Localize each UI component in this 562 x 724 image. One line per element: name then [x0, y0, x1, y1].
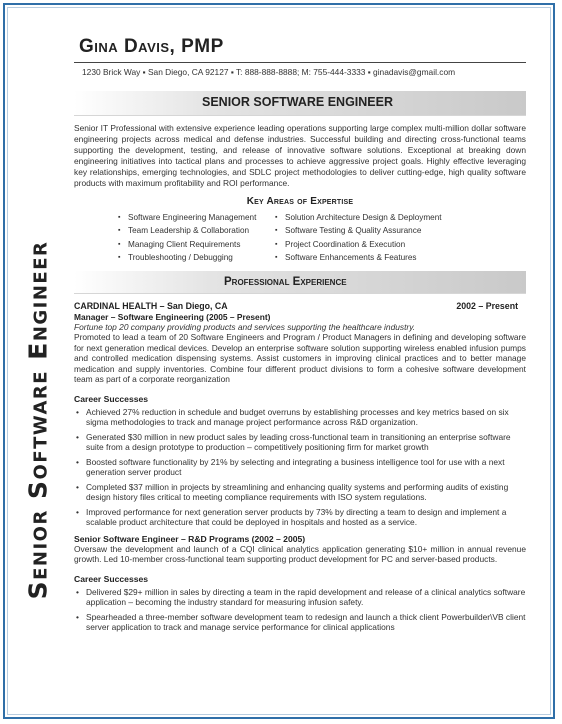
expertise-heading: Key Areas of Expertise	[246, 196, 354, 207]
expertise-item: ▪ Solution Architecture Design & Deployment	[275, 211, 442, 224]
expertise-column-right	[275, 211, 442, 265]
role-description: Promoted to lead a team of 20 Software Engineers and Program / Product Managers in defining and developing software for next generation medical devices. Develop an enterprise software solution supporting wireless enabled infusion pumps and controlled medication dispensing systems. Assist customers in improving clinical practices and to better manage medication and supply inventories. Combine four different product divisions to form a cohesive software development team as part of a corporate reorganization	[74, 332, 526, 385]
expertise-list	[118, 211, 526, 265]
expertise-item: ▪ Team Leadership & Collaboration	[118, 224, 275, 237]
company-tagline: Fortune top 20 company providing products and services supporting the healthcare industry.	[74, 321, 416, 332]
headline-title: SENIOR SOFTWARE ENGINEER	[202, 95, 393, 109]
candidate-name: Gina Davis, PMP	[79, 36, 224, 57]
role-title-2: Senior Software Engineer – R&D Programs (2002 – 2005)	[74, 533, 306, 544]
role-title: Manager – Software Engineering (2005 – Present)	[74, 311, 271, 322]
expertise-item: ▪ Software Enhancements & Features	[275, 251, 442, 264]
company-name: CARDINAL HEALTH – San Diego, CA	[74, 300, 228, 311]
success-item: • Achieved 27% reduction in schedule and budget overruns by establishing processes and key metrics based on six sigma methodologies to track and manage project performance across R&D organization.	[74, 407, 526, 428]
expertise-column-left	[118, 211, 275, 265]
company-dates: 2002 – Present	[456, 300, 518, 311]
expertise-item: ▪ Managing Client Requirements	[118, 238, 275, 251]
experience-heading: Professional Experience	[224, 275, 347, 288]
resume-content	[74, 36, 526, 637]
successes-heading: Career Successes	[74, 393, 149, 404]
experience-banner	[74, 271, 526, 294]
summary-paragraph: Senior IT Professional with extensive experience leading operations supporting large complex multi-million dollar software engineering projects across medical and defense industries. Successful building and directing cross-functional teams supporting the development, testing, and release of innovative software solutions. Exceptional at breaking down engineering initiatives into tactical plans and processes to achieve aggressive project goals. Highly effective leveraging key relationships, emerging technologies, and SDLC project methodologies to deliver cutting-edge, high quality software products with maximum profitability and ROI performance.	[74, 123, 526, 188]
sidebar	[16, 150, 60, 690]
headline-banner	[74, 91, 526, 116]
success-item: • Generated $30 million in new product sales by leading cross-functional team in transitioning an enterprise software suite from a design prototype to production – competitively positioning firm for market growth	[74, 432, 526, 453]
success-item: • Spearheaded a three-member software development team to redesign and launch a thick client Powerbuilder\VB client server application to track and manage service performance for clinical applications	[74, 612, 526, 633]
success-item: • Boosted software functionality by 21% by selecting and integrating a business intelligence tool for use with a next generation server product	[74, 457, 526, 478]
successes-list-2	[74, 587, 526, 633]
contact-line: 1230 Brick Way ▪ San Diego, CA 92127 ▪ T: 888-888-8888; M: 755-444-3333 ▪ ginadavis@gmail.com	[74, 62, 526, 77]
expertise-item: ▪ Troubleshooting / Debugging	[118, 251, 275, 264]
success-item: • Delivered $29+ million in sales by directing a team in the rapid development and release of a clinical analytics software application – becoming the industry standard for measuring infusion safety.	[74, 587, 526, 608]
success-item: • Completed $37 million in projects by streamlining and enhancing quality systems and performing audits of existing design history files critical to meeting compliance requirements with ISO system regulations.	[74, 482, 526, 503]
role-description-2: Oversaw the development and launch of a CQI clinical analytics application generating $10+ million in annual revenue growth. Led 10-member cross-functional team supporting product development for PC and server-based products.	[74, 543, 526, 565]
expertise-item: ▪ Software Engineering Management	[118, 211, 275, 224]
successes-heading-2: Career Successes	[74, 573, 149, 584]
expertise-item: ▪ Project Coordination & Execution	[275, 238, 442, 251]
sidebar-vertical-title: Senior Software Engineer	[23, 240, 53, 600]
expertise-item: ▪ Software Testing & Quality Assurance	[275, 224, 442, 237]
company-line	[74, 301, 526, 311]
success-item: • Improved performance for next generation server products by 73% by directing a team to design and implement a scalable product architecture that could be deployed in hospitals and hosted as a service.	[74, 507, 526, 528]
successes-list	[74, 407, 526, 528]
